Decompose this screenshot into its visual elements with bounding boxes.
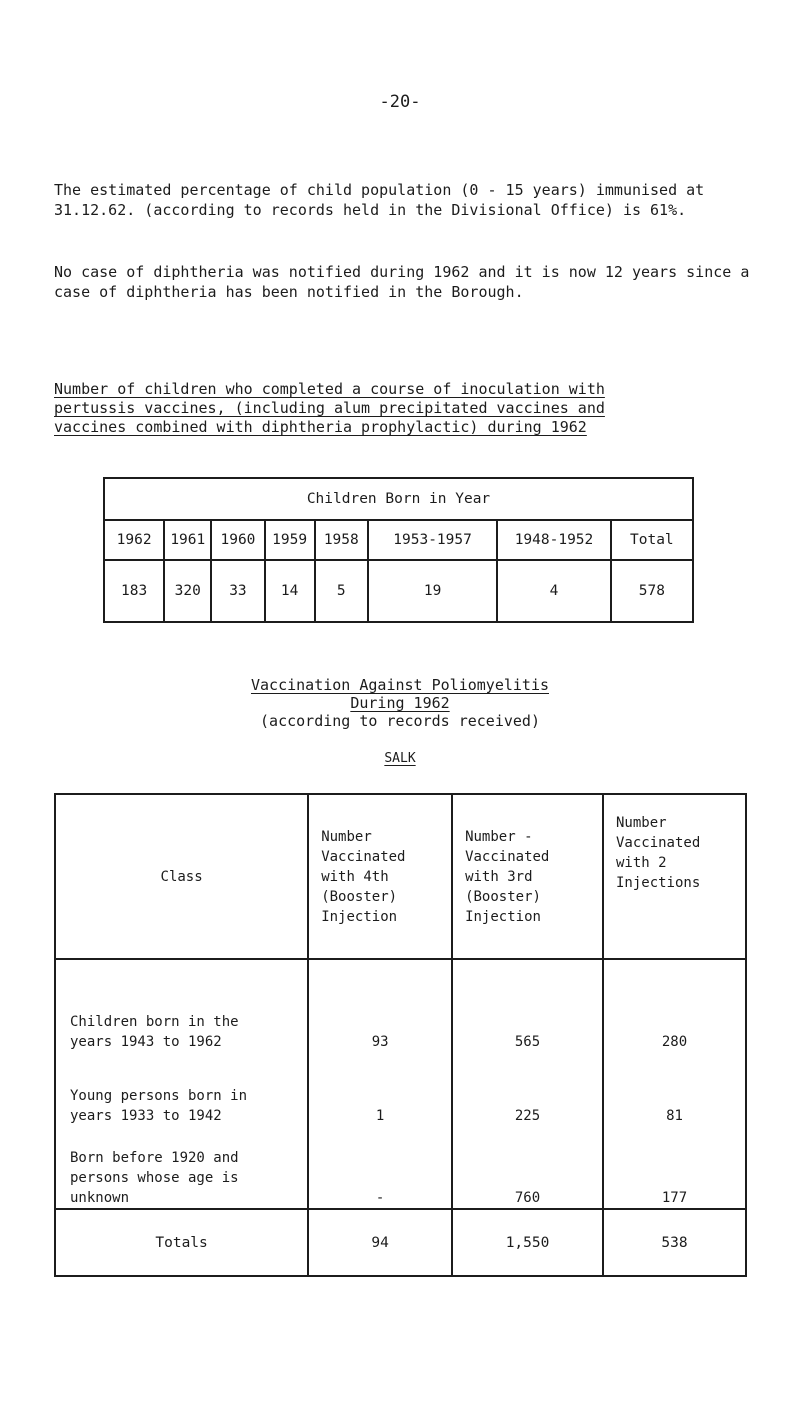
year-value: 19 — [368, 560, 497, 622]
total-value: 578 — [611, 560, 693, 622]
totals-third: 1,550 — [452, 1209, 603, 1276]
immunisation-percentage-paragraph: The estimated percentage of child population (0 - 15 years) immunised at 31.12.62. (according to records held in the Divisional Office) is 61%. — [54, 181, 705, 219]
inoculation-heading — [54, 380, 774, 437]
header-line: Injection — [465, 908, 541, 925]
year-header: 1960 — [211, 520, 264, 560]
header-line: Injections — [615, 875, 701, 891]
totals-fourth: 94 — [308, 1209, 452, 1276]
header-line: (Booster) — [465, 888, 541, 905]
header-line: with 3rd — [465, 868, 533, 885]
class-header: Class — [55, 794, 308, 959]
value-cell — [309, 1126, 451, 1208]
value-cell — [604, 1126, 745, 1208]
inoculation-heading-line: pertussis vaccines, (including alum precipitated vaccines and — [54, 399, 605, 417]
header-line: Number - — [465, 828, 533, 845]
class-line: unknown — [70, 1190, 130, 1206]
value: 81 — [666, 1108, 683, 1124]
diphtheria-paragraph: No case of diphtheria was notified during 1962 and it is now 12 years since a case of diphtheria has been notified in the Borough. — [54, 263, 750, 301]
header-line: with 4th — [321, 868, 389, 885]
value-cell — [453, 1126, 602, 1208]
salk-label: SALK — [384, 751, 416, 766]
value-cell — [453, 1052, 602, 1126]
polio-heading-year: During 1962 — [350, 694, 450, 712]
third-injection-column — [452, 959, 603, 1209]
fourth-injection-header — [308, 794, 452, 959]
value-cell — [604, 960, 745, 1052]
page-number: -20- — [379, 92, 421, 112]
year-header: 1953-1957 — [368, 520, 497, 560]
header-line: Vaccinated — [465, 848, 550, 865]
year-header: 1958 — [315, 520, 368, 560]
year-header: 1961 — [164, 520, 211, 560]
value-cell — [604, 1052, 745, 1126]
value-cell — [453, 960, 602, 1052]
polio-heading — [0, 676, 800, 768]
class-line: years 1933 to 1942 — [70, 1108, 222, 1124]
two-injections-header — [603, 794, 746, 959]
value: 225 — [514, 1108, 541, 1124]
year-value: 5 — [315, 560, 368, 622]
header-line: Vaccinated — [615, 835, 701, 851]
year-header: 1959 — [265, 520, 315, 560]
class-cell — [70, 1052, 307, 1126]
year-value: 320 — [164, 560, 211, 622]
two-injections-column — [603, 959, 746, 1209]
value-cell — [309, 1052, 451, 1126]
header-line: Number — [615, 815, 667, 831]
year-value: 33 — [211, 560, 264, 622]
totals-two: 538 — [603, 1209, 746, 1276]
value-cell — [309, 960, 451, 1052]
class-line: Born before 1920 and — [70, 1150, 239, 1166]
year-value: 183 — [104, 560, 164, 622]
header-line: with 2 — [615, 855, 667, 871]
inoculation-heading-line: Number of children who completed a course of inoculation with — [54, 380, 605, 398]
value: 280 — [661, 1034, 688, 1050]
header-line: Number — [321, 828, 372, 845]
value: 93 — [371, 1034, 389, 1050]
value: - — [375, 1190, 385, 1206]
salk-vaccination-table — [54, 793, 747, 1277]
children-table-title: Children Born in Year — [104, 478, 693, 520]
year-value: 4 — [497, 560, 610, 622]
header-line: (Booster) — [321, 888, 398, 905]
value: 760 — [514, 1190, 541, 1206]
header-line: Injection — [321, 908, 398, 925]
class-line: years 1943 to 1962 — [70, 1034, 222, 1050]
value: 565 — [514, 1034, 541, 1050]
year-header: 1948-1952 — [497, 520, 610, 560]
fourth-injection-column — [308, 959, 452, 1209]
header-line: Vaccinated — [321, 848, 406, 865]
total-header: Total — [611, 520, 693, 560]
year-header: 1962 — [104, 520, 164, 560]
class-line: Children born in the — [70, 1014, 239, 1030]
class-cell — [70, 1126, 307, 1208]
value: 1 — [375, 1108, 385, 1124]
year-value: 14 — [265, 560, 315, 622]
totals-label: Totals — [55, 1209, 308, 1276]
class-cell — [70, 960, 307, 1052]
children-born-table — [103, 477, 694, 623]
class-column — [55, 959, 308, 1209]
third-injection-header — [452, 794, 603, 959]
inoculation-heading-line: vaccines combined with diphtheria prophylactic) during 1962 — [54, 418, 587, 436]
class-line: persons whose age is — [70, 1170, 239, 1186]
class-line: Young persons born in — [70, 1088, 248, 1104]
polio-heading-note: (according to records received) — [260, 712, 540, 730]
polio-heading-title: Vaccination Against Poliomyelitis — [250, 676, 549, 694]
value: 177 — [661, 1190, 688, 1206]
